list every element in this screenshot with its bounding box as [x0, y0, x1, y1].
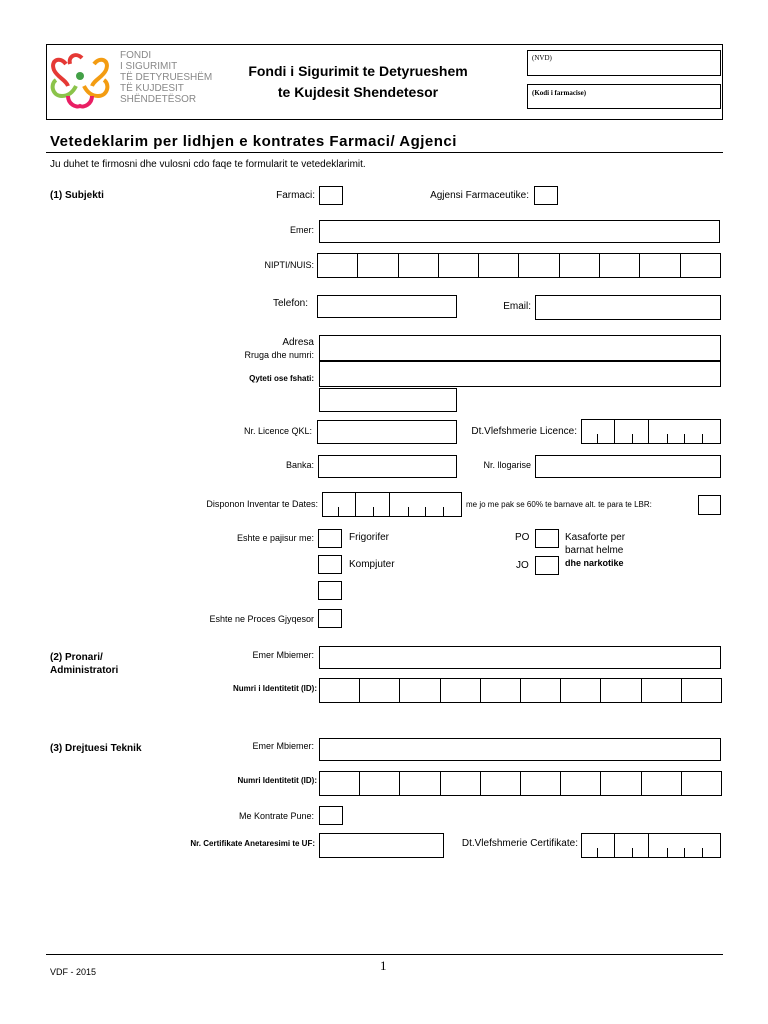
pharmacy-code-label: (Kodi i farmacise) [532, 89, 587, 97]
id-cell [441, 679, 481, 702]
nvd-label: (NVD) [532, 54, 552, 62]
dt-licence-field[interactable] [581, 419, 721, 444]
nipti-cell [439, 254, 479, 277]
extra-checkbox[interactable] [318, 581, 342, 600]
kontrate-checkbox[interactable] [319, 806, 343, 825]
logo-text-line: FONDI [120, 50, 152, 61]
section3-emer-field[interactable] [319, 738, 721, 761]
nipti-cell [681, 254, 720, 277]
kasaforte-line1: Kasaforte per [565, 532, 626, 543]
logo-text-line: I SIGURIMIT [120, 61, 178, 72]
llogarise-label: Nr. llogarise [483, 460, 531, 470]
nipti-cell [318, 254, 358, 277]
kasaforte-line3: dhe narkotike [565, 558, 624, 568]
rruga-label: Rruga dhe numri: [244, 350, 314, 360]
farmaci-checkbox[interactable] [319, 186, 343, 205]
nipti-field[interactable] [317, 253, 721, 278]
nipti-cell [600, 254, 640, 277]
agjensi-label: Agjensi Farmaceutike: [430, 190, 529, 201]
id-cell [360, 772, 400, 795]
section2-title-line1: (2) Pronari/ [50, 652, 103, 663]
id-cell [400, 772, 440, 795]
id-cell [682, 679, 721, 702]
jo-label: JO [516, 560, 529, 571]
frigorifer-checkbox[interactable] [318, 529, 342, 548]
gjyqesor-checkbox[interactable] [318, 609, 342, 628]
section2-id-field[interactable] [319, 678, 722, 703]
nipti-cell [519, 254, 559, 277]
frigorifer-label: Frigorifer [349, 532, 390, 543]
banka-label: Banka: [285, 460, 314, 470]
form-instructions: Ju duhet te firmosni dhe vulosni cdo faqe te formularit te vetedeklarimit. [50, 159, 366, 170]
section3-id-label: Numri Identitetit (ID): [237, 776, 317, 785]
section2-title [50, 651, 118, 677]
logo-text-line: SHËNDETËSOR [120, 94, 197, 105]
farmaci-label: Farmaci: [276, 190, 315, 201]
id-cell [320, 772, 360, 795]
section2-emer-label: Emer Mbiemer: [252, 650, 314, 660]
nvd-field[interactable] [527, 50, 721, 76]
nipti-cell [479, 254, 519, 277]
logo-text-line: TË DETYRUESHËM [120, 72, 213, 83]
section2-title-line2: Administratori [50, 665, 119, 676]
kasaforte-label [565, 531, 625, 570]
id-cell [441, 772, 481, 795]
kontrate-label: Me Kontrate Pune: [238, 811, 314, 821]
header-title-line2: te Kujdesit Shendetesor [277, 84, 439, 100]
id-cell [400, 679, 440, 702]
logo [46, 50, 116, 112]
jo-checkbox[interactable] [535, 556, 559, 575]
po-label: PO [515, 532, 530, 543]
llogarise-field[interactable] [535, 455, 721, 478]
id-cell [601, 772, 641, 795]
section3-id-field[interactable] [319, 771, 722, 796]
banka-field[interactable] [318, 455, 457, 478]
section2-id-label: Numri i Identitetit (ID): [233, 684, 317, 693]
telefon-field[interactable] [317, 295, 457, 318]
nipti-label: NIPTI/NUIS: [264, 260, 314, 270]
id-cell [561, 772, 601, 795]
rruga-field[interactable] [319, 335, 721, 361]
gjyqesor-label: Eshte ne Proces Gjyqesor [209, 614, 314, 624]
header-title-line1: Fondi i Sigurimit te Detyrueshem [248, 63, 468, 79]
id-cell [561, 679, 601, 702]
logo-text [120, 50, 212, 105]
certifikate-field[interactable] [319, 833, 444, 858]
inventar-date-field[interactable] [322, 492, 462, 517]
id-cell [642, 679, 682, 702]
dt-licence-label: Dt.Vlefshmerie Licence: [471, 426, 577, 437]
emer-field[interactable] [319, 220, 720, 243]
id-cell [521, 772, 561, 795]
logo-text-line: TË KUJDESIT [120, 83, 184, 94]
barnave-checkbox[interactable] [698, 495, 721, 515]
logo-icon [46, 50, 116, 112]
emer-label: Emer: [289, 225, 314, 235]
po-checkbox[interactable] [535, 529, 559, 548]
id-cell [481, 772, 521, 795]
certifikate-label: Nr. Certifikate Anetaresimi te UF: [190, 839, 315, 848]
pharmacy-code-field[interactable] [527, 84, 721, 109]
page-number: 1 [380, 958, 387, 973]
section2-emer-field[interactable] [319, 646, 721, 669]
id-cell [320, 679, 360, 702]
inventar-label: Disponon Inventar te Dates: [206, 499, 318, 509]
id-cell [682, 772, 721, 795]
kompjuter-label: Kompjuter [349, 559, 395, 570]
id-cell [601, 679, 641, 702]
kompjuter-checkbox[interactable] [318, 555, 342, 574]
dt-certifikate-label: Dt.Vlefshmerie Certifikate: [461, 838, 578, 849]
form-title: Vetedeklarim per lidhjen e kontrates Farmaci/ Agjenci [50, 133, 457, 150]
nipti-cell [640, 254, 680, 277]
pajisur-label: Eshte e pajisur me: [236, 533, 314, 543]
nipti-cell [358, 254, 398, 277]
section3-title: (3) Drejtuesi Teknik [50, 743, 142, 754]
email-field[interactable] [535, 295, 721, 320]
licence-field[interactable] [317, 420, 457, 444]
section3-emer-label: Emer Mbiemer: [252, 741, 314, 751]
id-cell [360, 679, 400, 702]
title-divider [46, 152, 723, 153]
header-title [224, 61, 492, 103]
qyteti-field[interactable] [319, 361, 721, 387]
adresa-label: Adresa [282, 337, 314, 348]
telefon-label: Telefon: [272, 298, 308, 309]
footer-divider [46, 954, 723, 955]
section1-title: (1) Subjekti [50, 190, 104, 201]
kasaforte-line2: barnat helme [565, 545, 624, 556]
agjensi-checkbox[interactable] [534, 186, 558, 205]
adresa-extra-field[interactable] [319, 388, 457, 412]
nipti-cell [560, 254, 600, 277]
id-cell [642, 772, 682, 795]
id-cell [521, 679, 561, 702]
dt-certifikate-field[interactable] [581, 833, 721, 858]
qyteti-label: Qyteti ose fshati: [249, 374, 314, 383]
email-label: Email: [503, 301, 531, 312]
id-cell [481, 679, 521, 702]
barnave-label: me jo me pak se 60% te barnave alt. te para te LBR: [466, 500, 652, 509]
nipti-cell [399, 254, 439, 277]
licence-label: Nr. Licence QKL: [243, 426, 312, 436]
form-code: VDF - 2015 [50, 967, 97, 977]
